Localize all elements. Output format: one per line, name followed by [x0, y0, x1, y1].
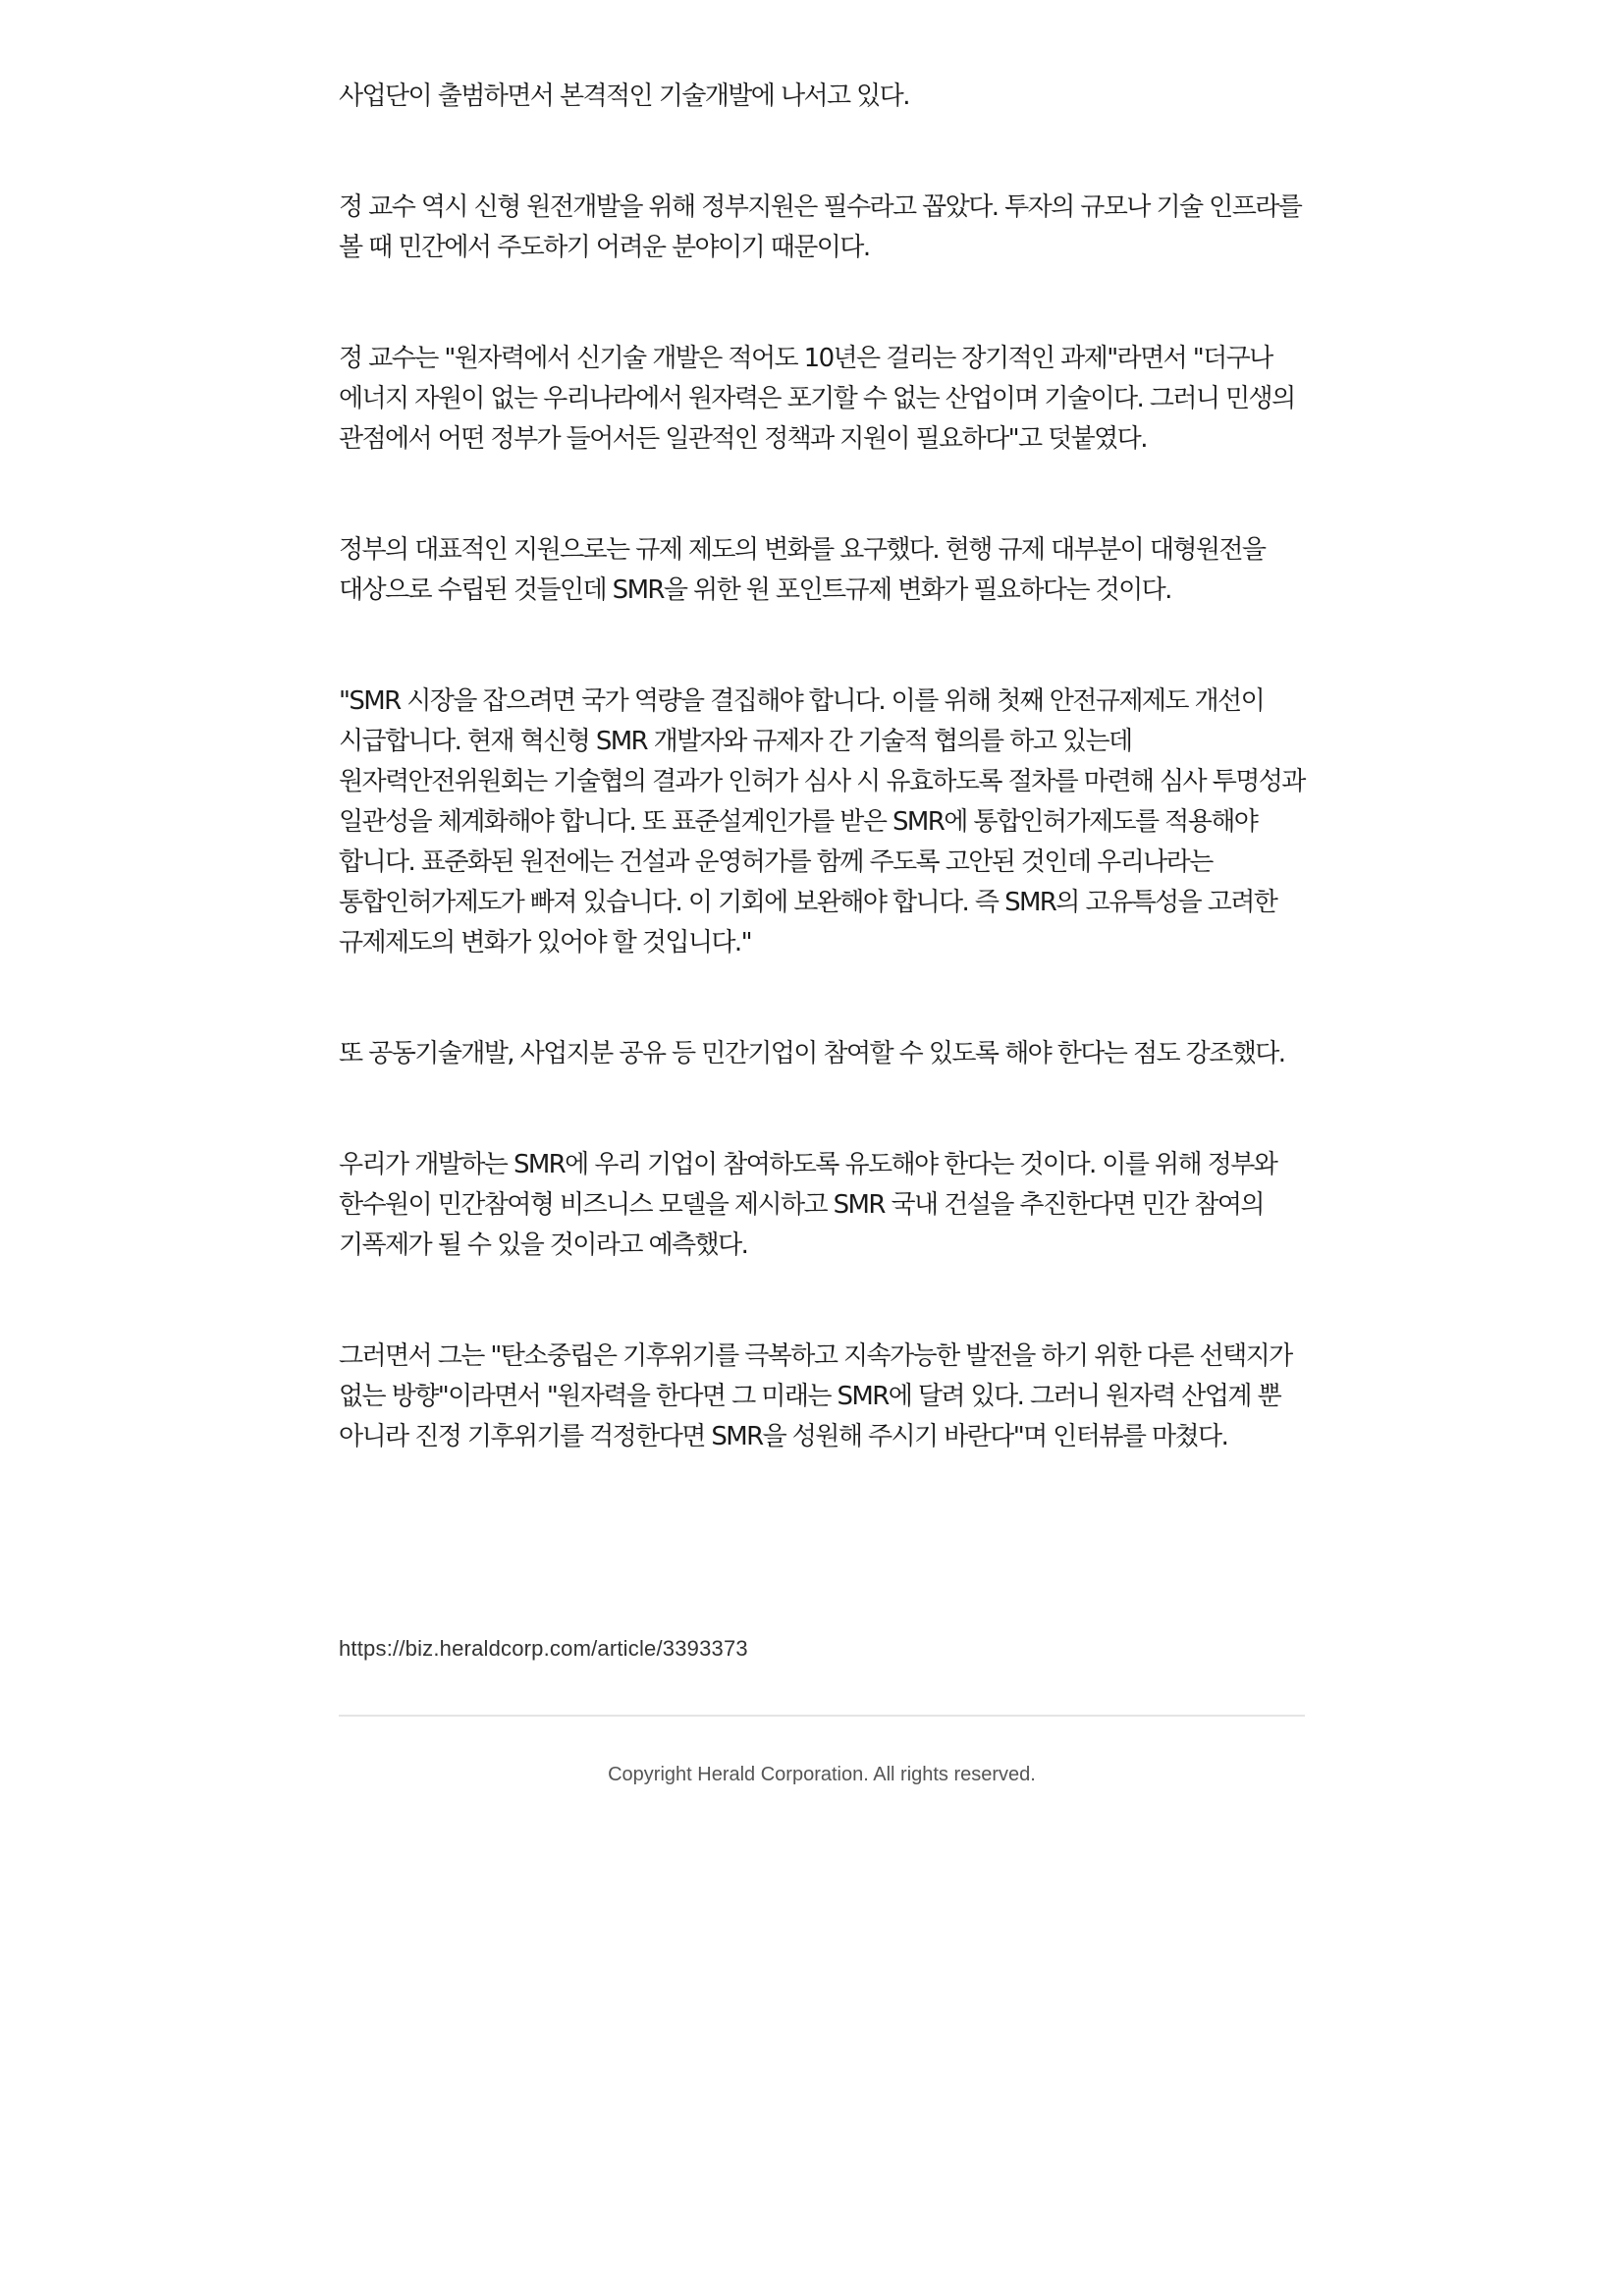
article-paragraph: 정부의 대표적인 지원으로는 규제 제도의 변화를 요구했다. 현행 규제 대부분이 대형원전을 대상으로 수립된 것들인데 SMR을 위한 원 포인트규제 변화가 필요하다는 것이다.	[339, 535, 1266, 605]
article-paragraph: 우리가 개발하는 SMR에 우리 기업이 참여하도록 유도해야 한다는 것이다. 이를 위해 정부와 한수원이 민간참여형 비즈니스 모델을 제시하고 SMR 국내 건설을 추진한다면 민간 참여의 기폭제가 될 수 있을 것이라고 예측했다.	[339, 1150, 1277, 1260]
article-body	[339, 77, 1306, 1528]
article-paragraph: 정 교수는 "원자력에서 신기술 개발은 적어도 10년은 걸리는 장기적인 과제"라면서 "더구나 에너지 자원이 없는 우리나라에서 원자력은 포기할 수 없는 산업이며 기술이다. 그러니 민생의 관점에서 어떤 정부가 들어서든 일관적인 정책과 지원이 필요하다"고 덧붙였다.	[339, 344, 1295, 454]
footer-divider	[339, 1715, 1305, 1717]
source-url-link[interactable]: https://biz.heraldcorp.com/article/3393373	[339, 1636, 748, 1661]
article-paragraph: 사업단이 출범하면서 본격적인 기술개발에 나서고 있다.	[339, 82, 909, 111]
article-quote-paragraph: "SMR 시장을 잡으려면 국가 역량을 결집해야 합니다. 이를 위해 첫째 안전규제제도 개선이 시급합니다. 현재 혁신형 SMR 개발자와 규제자 간 기술적 협의를 하고 있는데 원자력안전위원회는 기술협의 결과가 인허가 심사 시 유효하도록 절차를 마련해 심사 투명성과 일관성을 체계화해야 합니다. 또 표준설계인가를 받은 SMR에 통합인허가제도를 적용해야 합니다. 표준화된 원전에는 건설과 운영허가를 함께 주도록 고안된 것인데 우리나라는 통합인허가제도가 빠져 있습니다. 이 기회에 보완해야 합니다. 즉 SMR의 고유특성을 고려한 규제제도의 변화가 있어야 할 것입니다."	[339, 686, 1305, 957]
article-paragraph: 또 공동기술개발, 사업지분 공유 등 민간기업이 참여할 수 있도록 해야 한다는 점도 강조했다.	[339, 1039, 1285, 1068]
article-paragraph: 정 교수 역시 신형 원전개발을 위해 정부지원은 필수라고 꼽았다. 투자의 규모나 기술 인프라를 볼 때 민간에서 주도하기 어려운 분야이기 때문이다.	[339, 192, 1302, 262]
article-paragraph: 그러면서 그는 "탄소중립은 기후위기를 극복하고 지속가능한 발전을 하기 위한 다른 선택지가 없는 방향"이라면서 "원자력을 한다면 그 미래는 SMR에 달려 있다. 그러니 원자력 산업계 뿐 아니라 진정 기후위기를 걱정한다면 SMR을 성원해 주시기 바란다"며 인터뷰를 마쳤다.	[339, 1341, 1292, 1451]
copyright-notice: Copyright Herald Corporation. All rights reserved.	[608, 1764, 1036, 1785]
